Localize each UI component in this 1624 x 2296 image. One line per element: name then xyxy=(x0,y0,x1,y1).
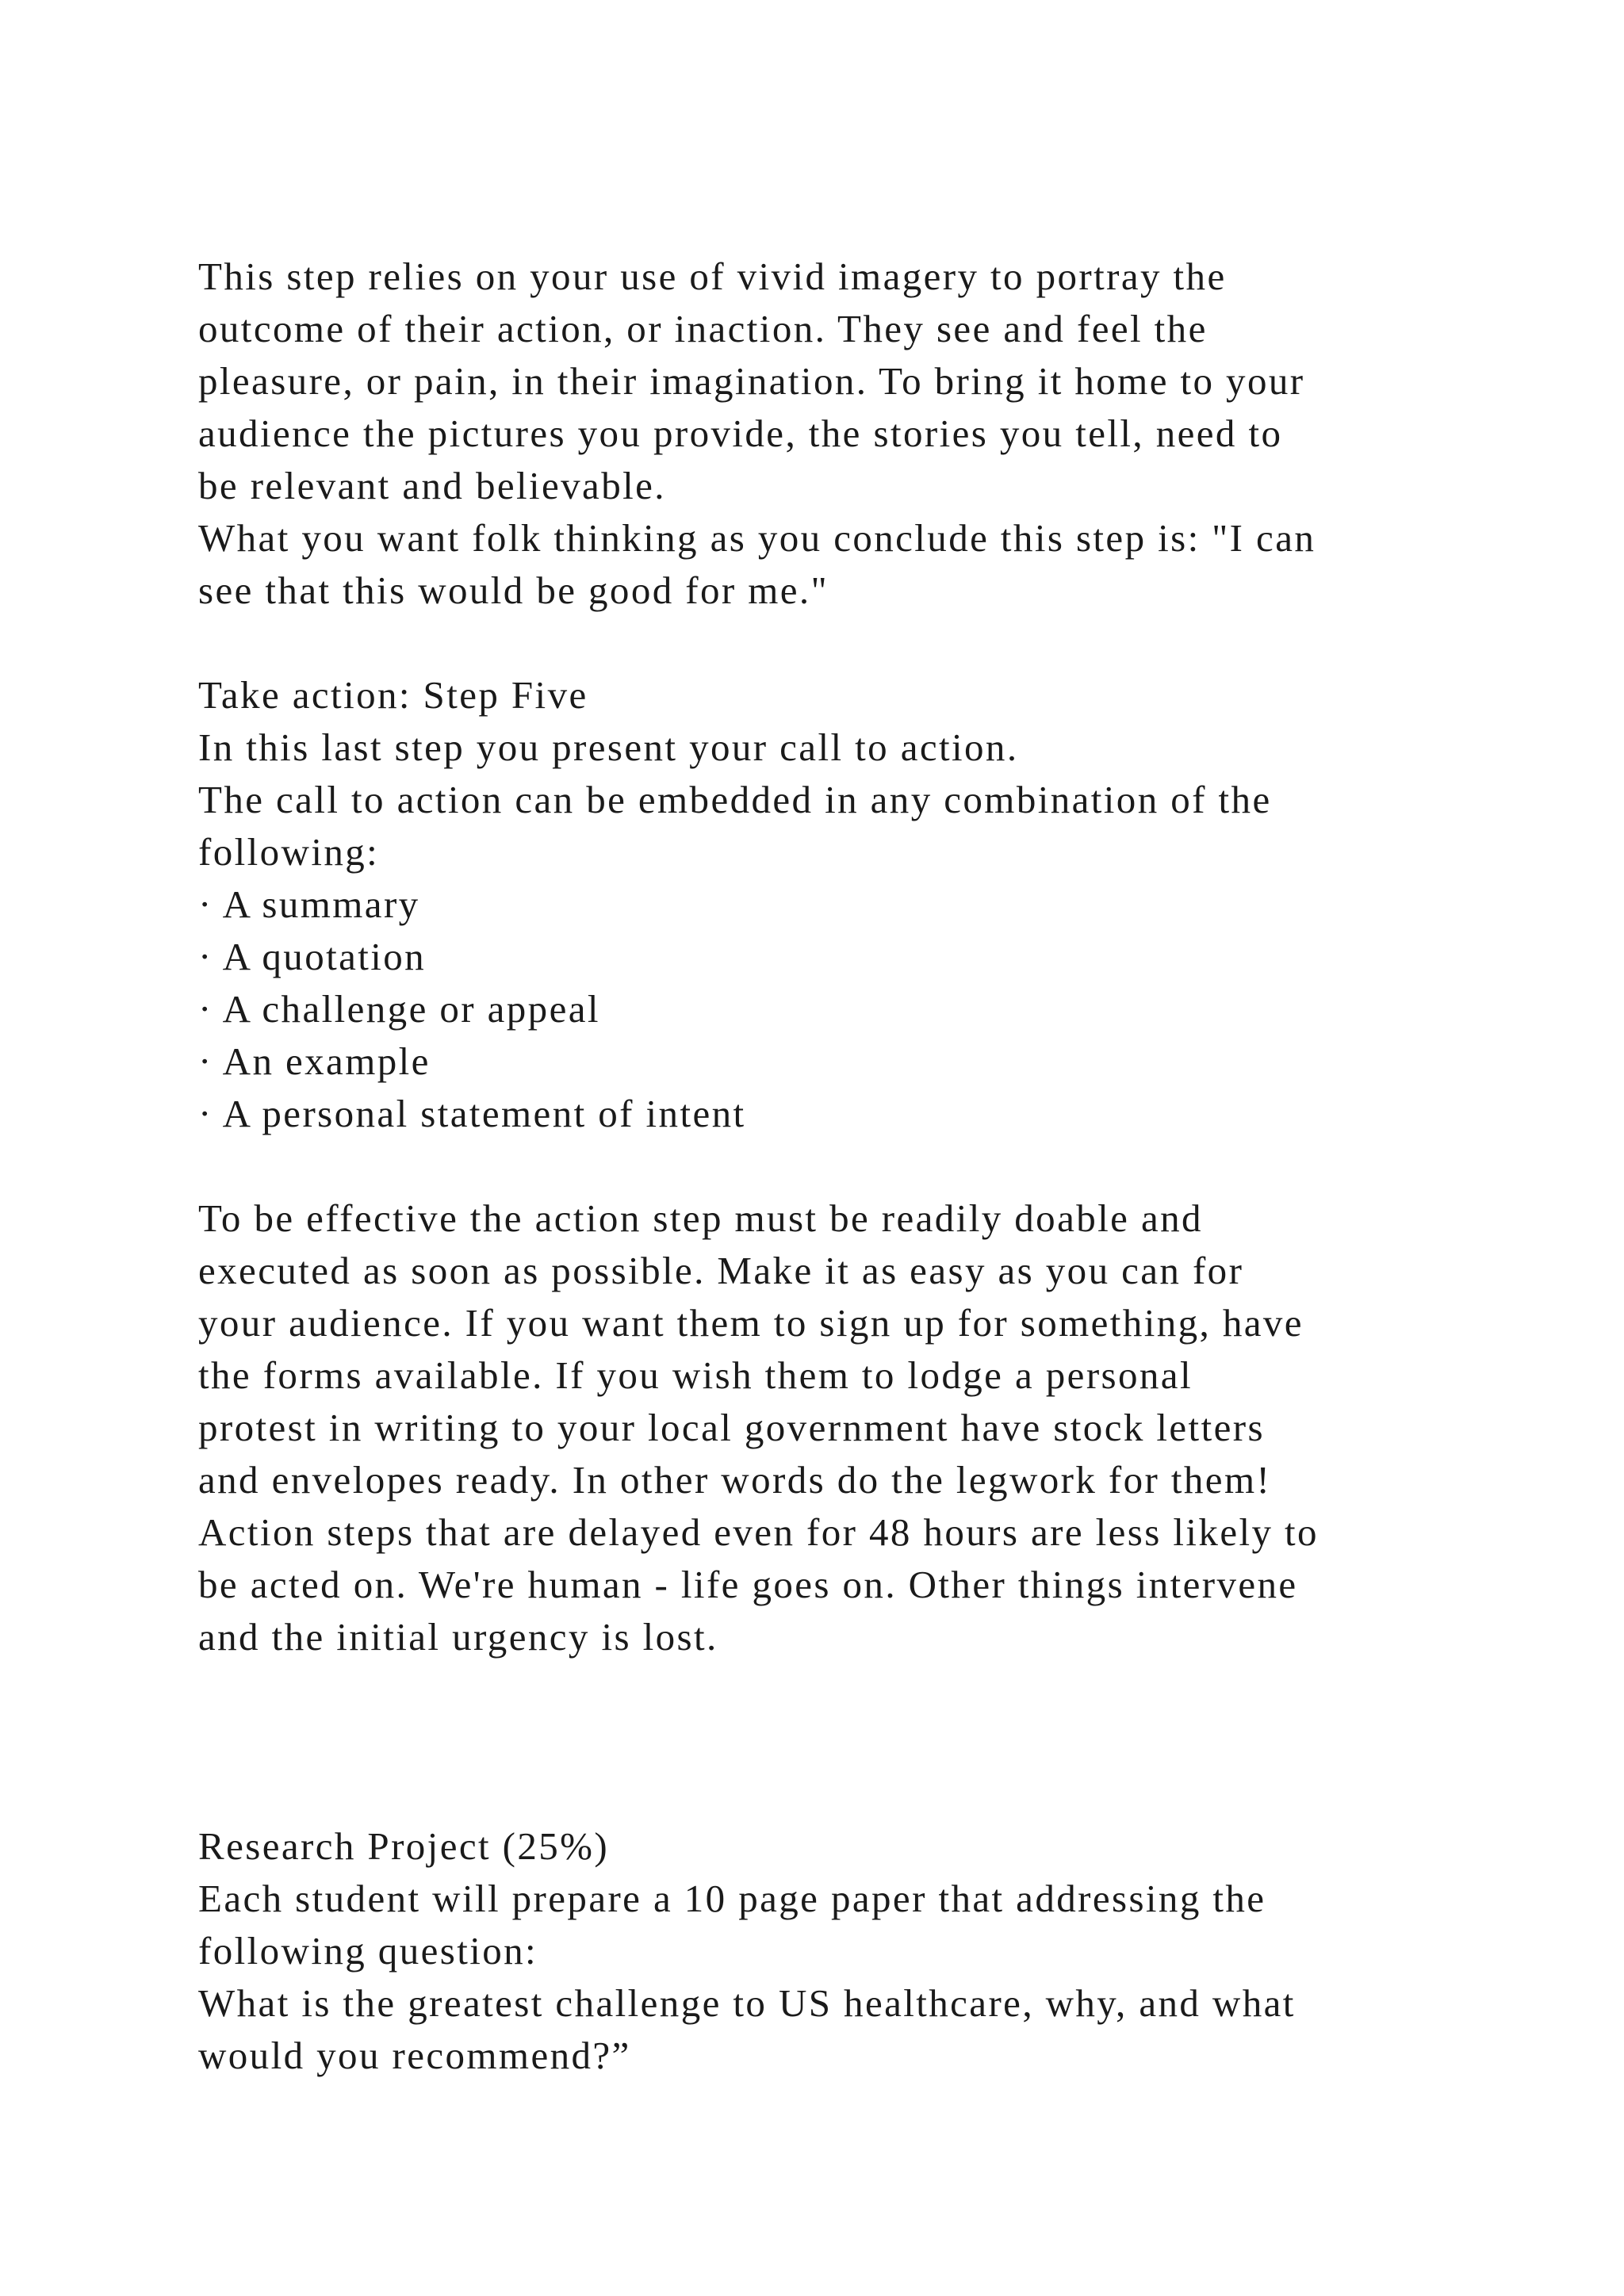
text-line: What you want folk thinking as you conclude this step is: "I can xyxy=(198,516,1316,560)
text-line: see that this would be good for me." xyxy=(198,568,829,612)
spacer xyxy=(198,617,1483,669)
call-to-action-list xyxy=(198,878,1483,1140)
text-line: Action steps that are delayed even for 48 hours are less likely to xyxy=(198,1510,1319,1554)
document-body xyxy=(198,251,1483,2082)
text-line: the forms available. If you wish them to lodge a personal xyxy=(198,1353,1193,1397)
text-line: your audience. If you want them to sign up for something, have xyxy=(198,1301,1304,1345)
text-line: The call to action can be embedded in any combination of the xyxy=(198,778,1272,821)
text-line: and the initial urgency is lost. xyxy=(198,1615,718,1659)
text-line: audience the pictures you provide, the stories you tell, need to xyxy=(198,411,1283,455)
paragraph-effective xyxy=(198,1192,1483,1663)
text-line: pleasure, or pain, in their imagination. To bring it home to your xyxy=(198,359,1305,403)
section-step-five xyxy=(198,669,1483,878)
text-line: be relevant and believable. xyxy=(198,464,666,507)
list-item: · A quotation xyxy=(198,935,427,978)
list-item: · A personal statement of intent xyxy=(198,1092,746,1135)
section-heading: Research Project (25%) xyxy=(198,1824,610,1868)
text-line: In this last step you present your call to action. xyxy=(198,725,1019,769)
spacer xyxy=(198,1663,1483,1820)
paragraph-imagery xyxy=(198,251,1483,617)
text-line: following: xyxy=(198,830,380,874)
text-line: following question: xyxy=(198,1929,538,1973)
text-line: To be effective the action step must be readily doable and xyxy=(198,1196,1203,1240)
list-item: · A summary xyxy=(198,882,420,926)
text-line: What is the greatest challenge to US healthcare, why, and what xyxy=(198,1981,1296,2025)
text-line: outcome of their action, or inaction. They see and feel the xyxy=(198,307,1208,350)
text-line: Each student will prepare a 10 page paper that addressing the xyxy=(198,1877,1266,1920)
section-heading: Take action: Step Five xyxy=(198,673,588,717)
list-item: · An example xyxy=(198,1039,431,1083)
spacer xyxy=(198,1140,1483,1192)
text-line: executed as soon as possible. Make it as easy as you can for xyxy=(198,1249,1244,1292)
text-line: protest in writing to your local government have stock letters xyxy=(198,1406,1265,1449)
text-line: and envelopes ready. In other words do the legwork for them! xyxy=(198,1458,1272,1502)
text-line: This step relies on your use of vivid imagery to portray the xyxy=(198,254,1227,298)
list-item: · A challenge or appeal xyxy=(198,987,600,1031)
text-line: would you recommend?” xyxy=(198,2034,631,2077)
text-line: be acted on. We're human - life goes on. Other things intervene xyxy=(198,1563,1298,1606)
section-research-project xyxy=(198,1820,1483,2082)
